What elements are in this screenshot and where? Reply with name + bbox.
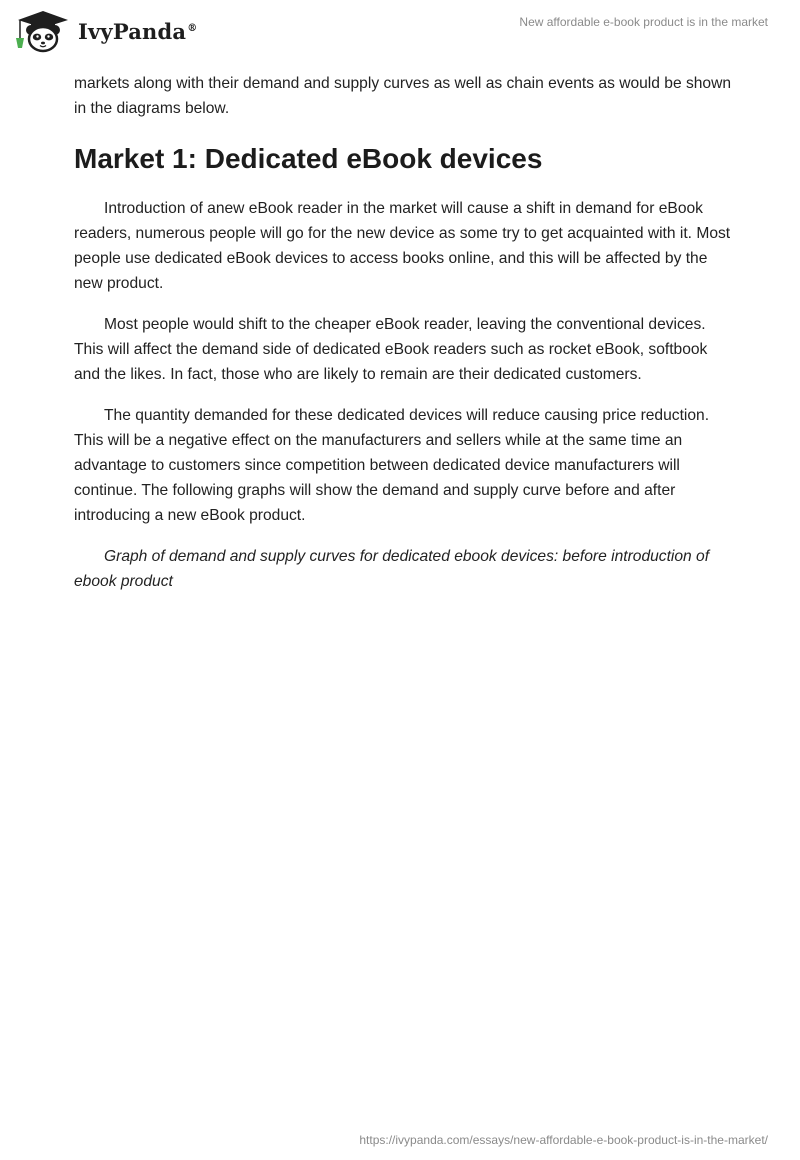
ivypanda-logo[interactable] bbox=[14, 8, 197, 54]
page-header bbox=[0, 0, 800, 70]
body-paragraph: Introduction of anew eBook reader in the market will cause a shift in demand for eBook readers, numerous people will go for the new device as some try to get acquainted with it. Most people use dedicated eBook devices to access books online, and this will be affected by the new product. bbox=[74, 200, 731, 292]
intro-paragraph: markets along with their demand and supply curves as well as chain events as would be shown in the diagrams below. bbox=[74, 75, 732, 117]
panda-graduate-icon bbox=[14, 8, 72, 54]
body-paragraph: The quantity demanded for these dedicated devices will reduce causing price reduction. This will be a negative effect on the manufacturers and sellers while at the same time an advantage to customers since competition between dedicated device manufacturers will continue. The following graphs will show the demand and supply curve before and after introducing a new eBook product. bbox=[74, 407, 710, 524]
source-url[interactable]: https://ivypanda.com/essays/new-affordable-e-book-product-is-in-the-market/ bbox=[359, 1133, 768, 1147]
body-paragraph: Most people would shift to the cheaper eBook reader, leaving the conventional devices. This will affect the demand side of dedicated eBook readers such as rocket eBook, softbook and the likes. In fact, those who are likely to remain are their dedicated customers. bbox=[74, 316, 708, 383]
figure-caption: Graph of demand and supply curves for dedicated ebook devices: before introduction of ebook product bbox=[74, 548, 710, 590]
document-title: New affordable e-book product is in the market bbox=[519, 15, 768, 29]
section-heading: Market 1: Dedicated eBook devices bbox=[74, 143, 543, 174]
logo-wordmark: IvyPanda® bbox=[78, 18, 198, 44]
essay-content bbox=[74, 71, 734, 594]
